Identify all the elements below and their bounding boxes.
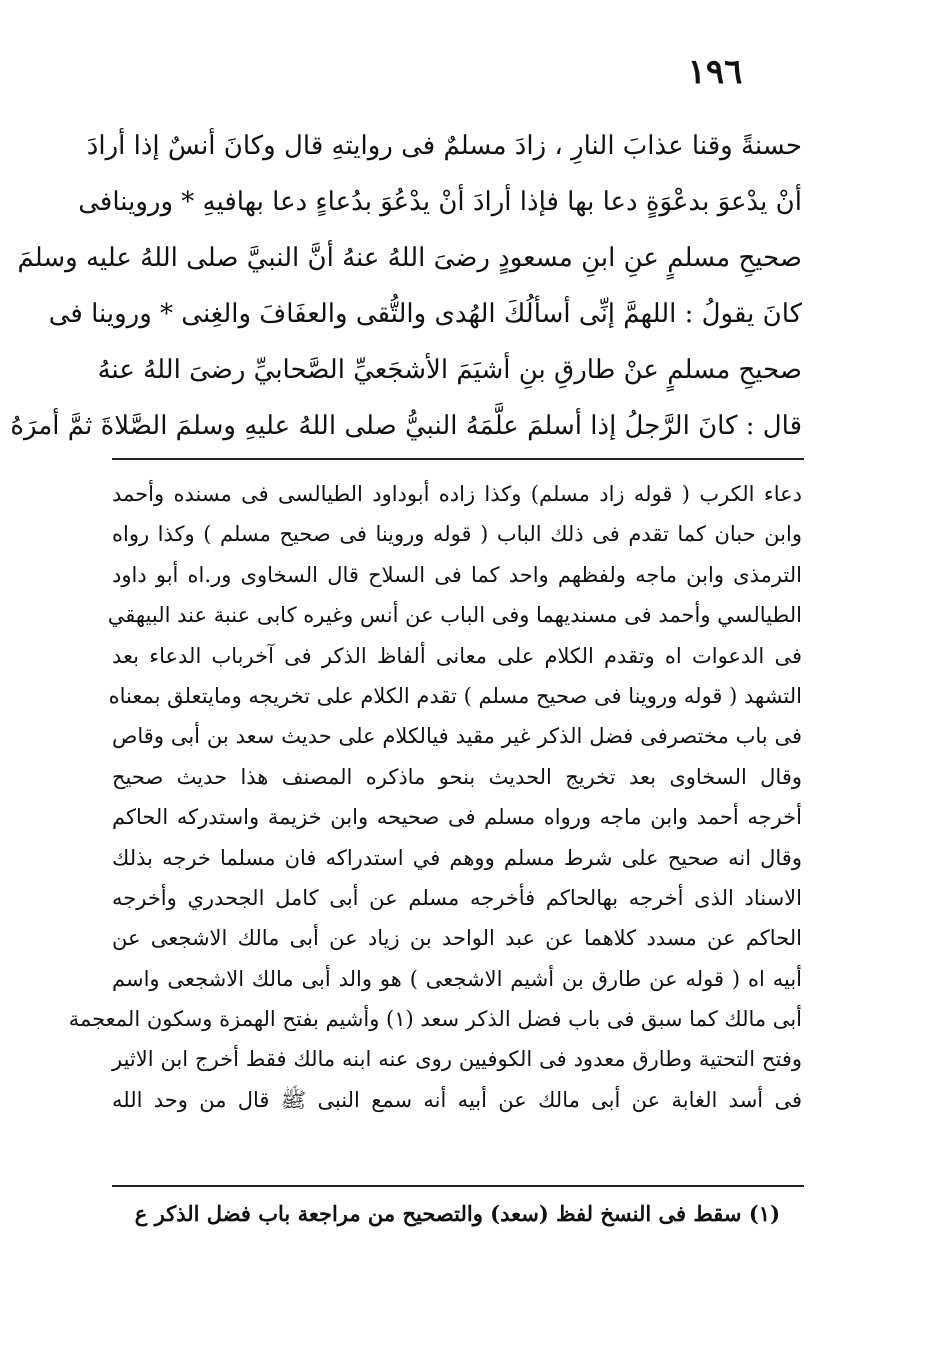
main-text-block [10, 118, 802, 454]
commentary-line: الترمذى وابن ماجه ولفظهم واحد كما فى السلاح قال السخاوى ور.اه أبو داود [112, 562, 802, 587]
commentary-line: وقال انه صحيح على شرط مسلم ووهم في استدراكه فان مسلما خرجه بذلك [112, 845, 802, 870]
main-text-line: قال : كانَ الرَّجلُ إذا أسلمَ علَّمَهُ النبيُّ صلى اللهُ عليهِ وسلمَ الصَّلاةَ ثمَّ أمرَهُ [10, 411, 802, 441]
commentary-line: الاسناد الذى أخرجه بهالحاكم فأخرجه مسلم عن أبى كامل الجحدري وأخرجه [112, 885, 802, 910]
footnote-divider-rule [112, 1185, 804, 1187]
commentary-line: الحاكم عن مسدد كلاهما عن عبد الواحد بن زياد عن أبى مالك الاشجعى عن [112, 926, 802, 951]
commentary-line: وفتح التحتية وطارق معدود فى الكوفيين روى عنه ابنه مالك فقط أخرج ابن الاثير [112, 1047, 802, 1072]
footnote: (١) سقط فى النسخ لفظ (سعد) والتصحيح من مراجعة باب فضل الذكر ع [134, 1201, 780, 1226]
commentary-line: دعاء الكرب ( قوله زاد مسلم) وكذا زاده أبوداود الطيالسى فى مسنده وأحمد [112, 482, 802, 506]
main-text-line: صحيحِ مسلمٍ عنِ ابنِ مسعودٍ رضىَ اللهُ عنهُ أنَّ النبيَّ صلى اللهُ عليه وسلمَ [17, 243, 802, 273]
commentary-block [68, 474, 802, 1120]
commentary-line: الطيالسي وأحمد فى مسنديهما وفى الباب عن أنس وغيره كابى عنبة عند البيهقي [107, 603, 802, 628]
commentary-line: وقال السخاوى بعد تخريج الحديث بنحو ماذكره المصنف هذا حديث صحيح [112, 764, 802, 789]
main-text-line: صحيحِ مسلمٍ عنْ طارقِ بنِ أشيَمَ الأشجَعيِّ الصَّحابيِّ رضىَ اللهُ عنهُ [97, 355, 802, 385]
commentary-line: فى أسد الغابة عن أبى مالك عن أبيه أنه سمع النبى ﷺ قال من وحد الله [112, 1087, 802, 1112]
text-divider-rule [112, 458, 804, 460]
commentary-line: أبيه اه ( قوله عن طارق بن أشيم الاشجعى ) هو والد أبى مالك الاشجعى واسم [112, 966, 802, 991]
main-text-line: حسنةً وقنا عذابَ النارِ ، زادَ مسلمٌ فى روايتهِ قال وكانَ أنسٌ إذا أرادَ [86, 131, 802, 161]
commentary-line: فى باب مختصرفى فضل الذكر غير مقيد فيالكلام على حديث سعد بن أبى وقاص [112, 724, 802, 749]
page-number: ١٩٦ [687, 52, 743, 92]
commentary-line: أبى مالك كما سبق فى باب فضل الذكر سعد (١) وأشيم بفتح الهمزة وسكون المعجمة [68, 1007, 802, 1032]
commentary-line: التشهد ( قوله وروينا فى صحيح مسلم ) تقدم الكلام على تخريجه ومايتعلق بمعناه [108, 683, 802, 708]
commentary-line: فى الدعوات اه وتقدم الكلام على معانى ألفاظ الذكر فى آخرباب الدعاء بعد [112, 643, 802, 668]
main-text-line: أنْ يدْعوَ بدعْوَةٍ دعا بها فإذا أرادَ أنْ يدْعُوَ بدُعاءٍ دعا بهافيهِ * وروينافى [78, 187, 802, 217]
main-text-line: كانَ يقولُ : اللهمَّ إنِّى أسألُكَ الهُدى والتُّقى والعفَافَ والغِنى * وروينا فى [48, 299, 802, 329]
commentary-line: وابن حبان كما تقدم فى ذلك الباب ( قوله وروينا فى صحيح مسلم ) وكذا رواه [112, 522, 802, 547]
commentary-line: أخرجه أحمد وابن ماجه ورواه مسلم فى صحيحه وابن خزيمة واستدركه الحاكم [112, 805, 802, 830]
